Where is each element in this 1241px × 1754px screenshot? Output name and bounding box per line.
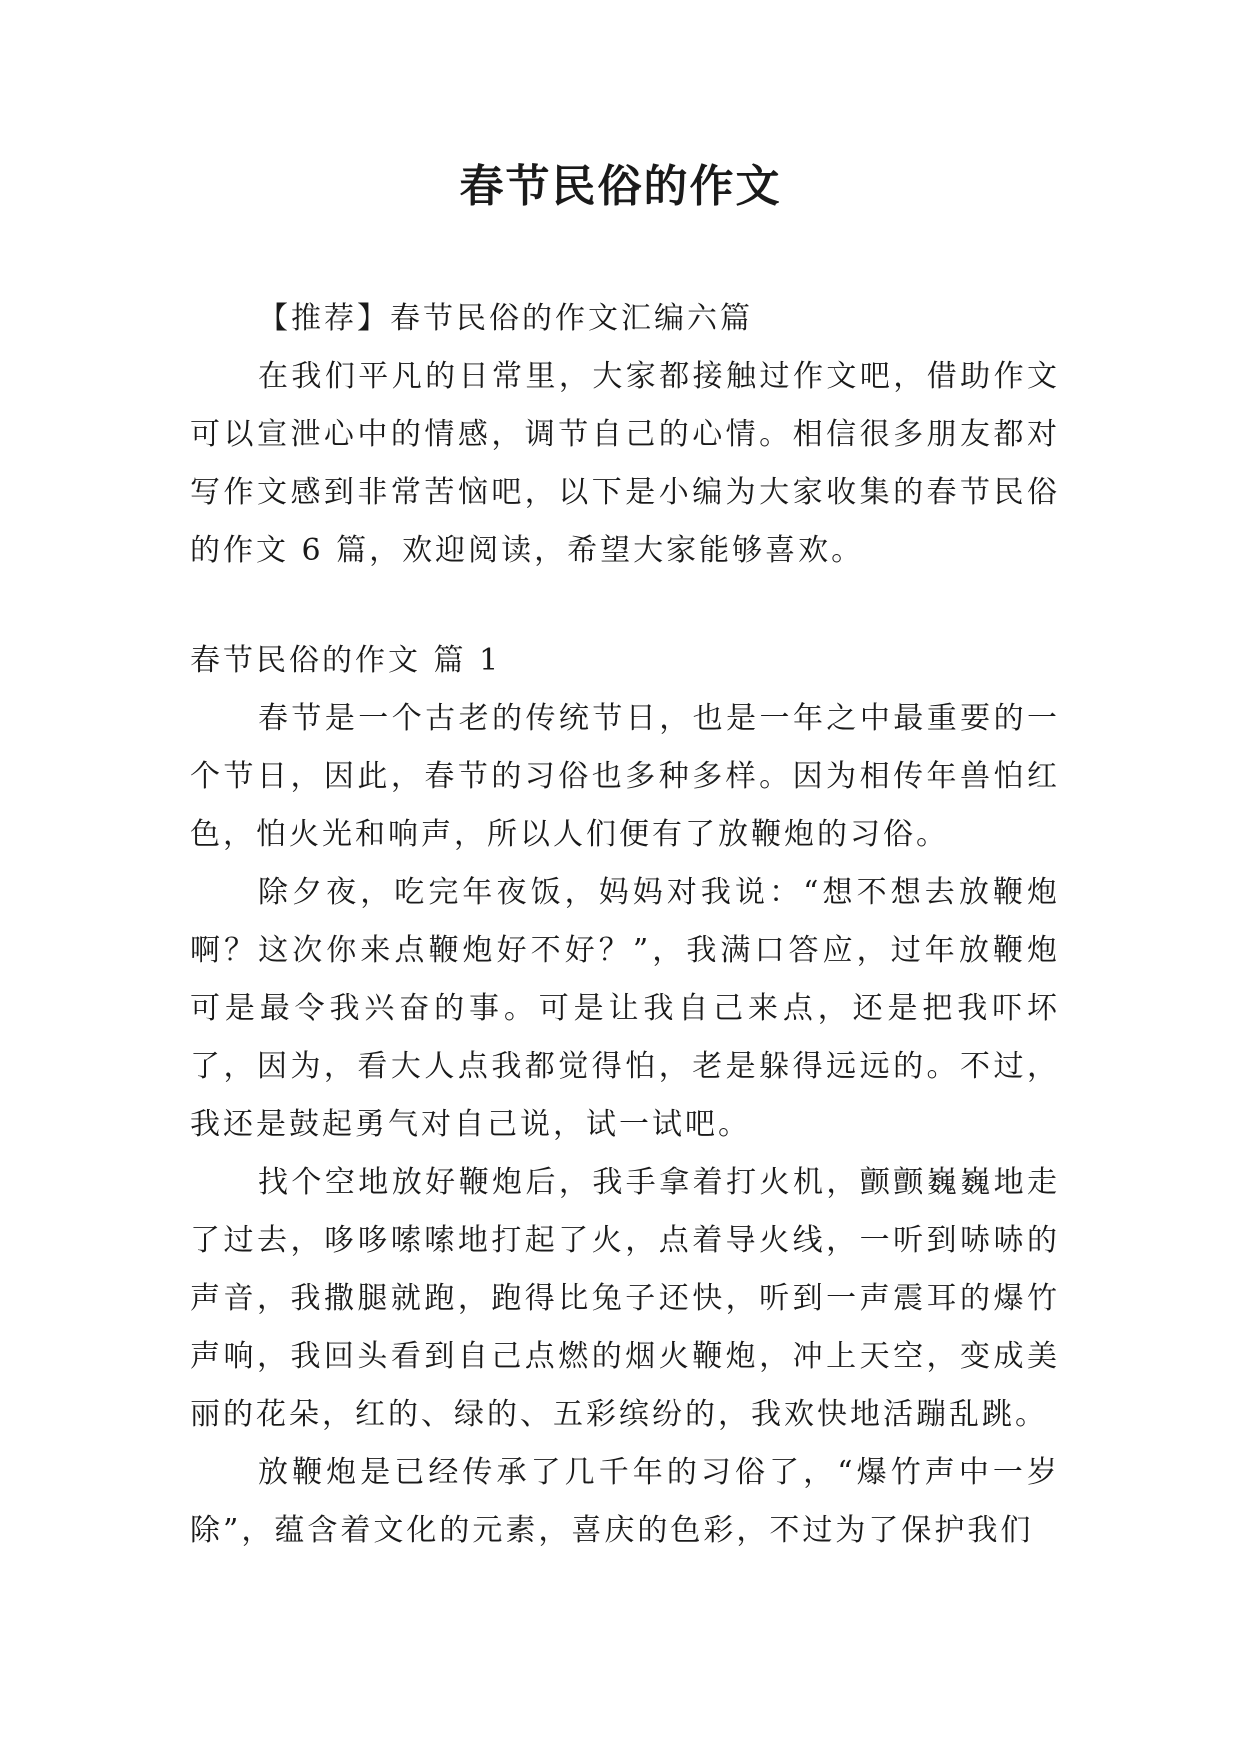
paragraph: 春节是一个古老的传统节日，也是一年之中最重要的一个节日，因此，春节的习俗也多种多样。因为相传年兽怕红色，怕火光和响声，所以人们便有了放鞭炮的习俗。: [190, 701, 1060, 852]
recommend-line: [190, 290, 1060, 348]
recommend-text: 【推荐】春节民俗的作文汇编六篇: [258, 301, 753, 336]
section-heading: 春节民俗的作文 篇 1: [190, 643, 502, 678]
intro-text: 在我们平凡的日常里，大家都接触过作文吧，借助作文可以宣泄心中的情感，调节自己的心情。相信很多朋友都对写作文感到非常苦恼吧，以下是小编为大家收集的春节民俗的作文 6 篇，欢迎阅读，希望大家能够喜欢。: [190, 359, 1060, 568]
document-title: 春节民俗的作文: [459, 161, 782, 212]
intro-paragraph: [190, 348, 1060, 580]
paragraph: 放鞭炮是已经传承了几千年的习俗了，“爆竹声中一岁除”，蕴含着文化的元素，喜庆的色彩，不过为了保护我们: [190, 1455, 1060, 1548]
section-body: [190, 690, 1060, 1560]
paragraph: 找个空地放好鞭炮后，我手拿着打火机，颤颤巍巍地走了过去，哆哆嗦嗦地打起了火，点着导火线，一听到哧哧的声音，我撒腿就跑，跑得比兔子还快，听到一声震耳的爆竹声响，我回头看到自己点燃的烟火鞭炮，冲上天空，变成美丽的花朵，红的、绿的、五彩缤纷的，我欢快地活蹦乱跳。: [190, 1165, 1060, 1432]
paragraph: 除夕夜，吃完年夜饭，妈妈对我说：“想不想去放鞭炮啊？这次你来点鞭炮好不好？”，我满口答应，过年放鞭炮可是最令我兴奋的事。可是让我自己来点，还是把我吓坏了，因为，看大人点我都觉得怕，老是躲得远远的。不过，我还是鼓起勇气对自己说，试一试吧。: [190, 875, 1060, 1142]
